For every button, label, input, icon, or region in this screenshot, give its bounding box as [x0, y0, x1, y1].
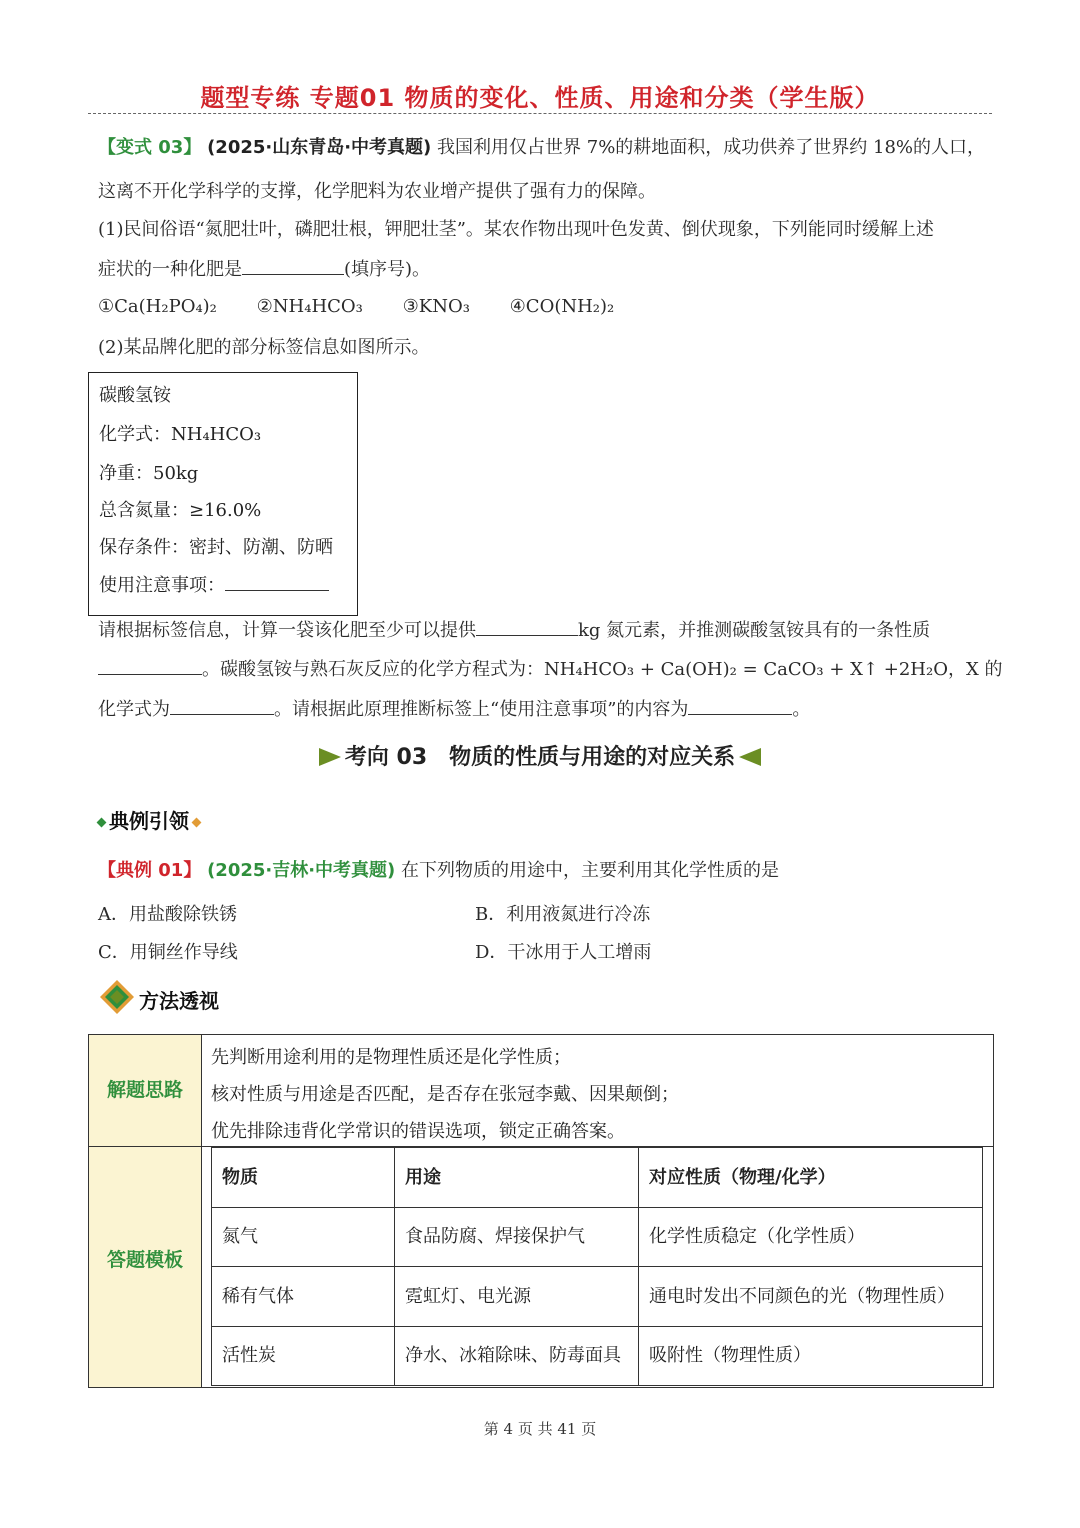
q1-line-2: [98, 254, 430, 283]
notice-answer-blank[interactable]: [688, 694, 792, 715]
answer-blank[interactable]: [242, 254, 344, 275]
x-formula-blank[interactable]: [170, 694, 274, 715]
label-notice-text: 使用注意事项：: [99, 575, 225, 596]
label-storage: 保存条件：密封、防潮、防晒: [99, 537, 333, 558]
label-formula: 化学式：NH₄HCO₃: [99, 424, 262, 445]
label-name: 碳酸氢铵: [99, 385, 171, 406]
option-4: ④CO(NH₂)₂: [509, 296, 615, 317]
option-1: ①Ca(H₂PO₄)₂: [98, 296, 217, 317]
thinking-line-1: 先判断用途利用的是物理性质还是化学性质；: [211, 1047, 571, 1068]
triangle-right-icon: [319, 748, 341, 766]
property-blank[interactable]: [98, 654, 202, 675]
table-row: [212, 1267, 982, 1327]
variant-tag: 【变式 03】: [98, 137, 202, 158]
notice-blank[interactable]: [225, 570, 329, 591]
option-2: ②NH₄HCO₃: [256, 296, 363, 317]
diamond-green-icon: [97, 818, 107, 828]
example-option-b: B．利用液氮进行冷冻: [475, 904, 651, 925]
example-question-line: [98, 858, 779, 884]
q2-c3: 。: [792, 699, 811, 720]
variant-source: (2025·山东青岛·中考真题): [207, 137, 432, 158]
q2-c2: 。请根据此原理推断标签上“使用注意事项”的内容为: [274, 699, 689, 720]
example-source: (2025·吉林·中考真题): [207, 860, 396, 881]
variant-intro-2: 这离不开化学科学的支撑，化学肥料为农业增产提供了强有力的保障。: [98, 181, 656, 202]
column-divider: [394, 1148, 395, 1386]
thinking-label: 解题思路: [89, 1035, 202, 1146]
q2-line-b: [98, 654, 1003, 683]
table-header-row: [212, 1148, 982, 1208]
triangle-left-icon: [739, 748, 761, 766]
page-header-title: 题型专练 专题01 物质的变化、性质、用途和分类（学生版）: [200, 84, 880, 112]
q2-a2: kg 氮元素，并推测碳酸氢铵具有的一条性质: [578, 620, 931, 641]
q1-line-2a: 症状的一种化肥是: [98, 259, 242, 280]
section-title: [0, 740, 1080, 771]
example-heading-text: 典例引领: [109, 809, 189, 833]
header-property: 对应性质（物理/化学）: [649, 1167, 836, 1188]
header-divider: [88, 113, 992, 114]
thinking-line-2: 核对性质与用途是否匹配，是否存在张冠李戴、因果颠倒；: [211, 1084, 679, 1105]
example-option-d: D．干冰用于人工增雨: [475, 942, 652, 963]
q2-line-a: [98, 615, 930, 644]
diamond-orange-icon: [192, 818, 202, 828]
chemical-equation: NH₄HCO₃ + Ca(OH)₂ = CaCO₃ + X↑ +2H₂O: [544, 659, 948, 680]
method-heading: 方法透视: [139, 989, 219, 1013]
example-option-c: C．用铜丝作导线: [98, 942, 238, 963]
fertilizer-label-box: [88, 372, 358, 616]
q2-line: (2)某品牌化肥的部分标签信息如图所示。: [98, 337, 430, 358]
cell-property: 通电时发出不同颜色的光（物理性质）: [649, 1286, 955, 1307]
option-3: ③KNO₃: [402, 296, 470, 317]
q2-c1: 化学式为: [98, 699, 170, 720]
label-weight: 净重：50kg: [99, 463, 199, 484]
cell-property: 吸附性（物理性质）: [649, 1345, 811, 1366]
nitrogen-mass-blank[interactable]: [476, 615, 578, 636]
table-row: [212, 1326, 982, 1386]
q2-b1: 。碳酸氢铵与熟石灰反应的化学方程式为：: [202, 659, 544, 680]
cell-substance: 氮气: [222, 1226, 258, 1247]
label-notice: [99, 570, 329, 597]
example-question: 在下列物质的用途中，主要利用其化学性质的是: [401, 860, 780, 881]
thinking-lines: [211, 1039, 679, 1150]
template-label: 答题模板: [89, 1147, 202, 1387]
column-divider: [638, 1148, 639, 1386]
thinking-line-3: 优先排除违背化学常识的错误选项，锁定正确答案。: [211, 1121, 625, 1142]
q2-b2: ，X 的: [947, 659, 1003, 680]
cell-substance: 活性炭: [222, 1345, 276, 1366]
method-diamond-icon: [98, 978, 136, 1016]
label-nitrogen: 总含氮量：≥16.0%: [99, 500, 262, 521]
cell-substance: 稀有气体: [222, 1286, 294, 1307]
section-title-text: 考向 03 物质的性质与用途的对应关系: [344, 745, 736, 770]
cell-usage: 霓虹灯、电光源: [405, 1286, 531, 1307]
page-footer: 第 4 页 共 41 页: [483, 1420, 597, 1438]
q1-line-2b: (填序号)。: [344, 259, 431, 280]
cell-property: 化学性质稳定（化学性质）: [649, 1226, 865, 1247]
q2-a1: 请根据标签信息，计算一袋该化肥至少可以提供: [98, 620, 476, 641]
header-usage: 用途: [405, 1167, 441, 1188]
cell-usage: 净水、冰箱除味、防毒面具: [405, 1345, 621, 1366]
variant-intro-1: 我国利用仅占世界 7%的耕地面积，成功供养了世界约 18%的人口，: [437, 137, 986, 158]
header-substance: 物质: [222, 1167, 258, 1188]
example-heading: [98, 805, 204, 834]
example-option-a: A．用盐酸除铁锈: [98, 904, 237, 925]
q1-options: [98, 294, 614, 320]
table-row: [212, 1207, 982, 1267]
template-table: [211, 1147, 983, 1386]
example-tag: 【典例 01】: [98, 860, 202, 881]
q1-line-1: (1)民间俗语“氮肥壮叶，磷肥壮根，钾肥壮茎”。某农作物出现叶色发黄、倒伏现象，下列能同时缓解上述: [98, 219, 934, 240]
cell-usage: 食品防腐、焊接保护气: [405, 1226, 585, 1247]
variant-line-1: [98, 135, 985, 161]
q2-line-c: [98, 694, 810, 723]
method-table: [88, 1034, 994, 1388]
